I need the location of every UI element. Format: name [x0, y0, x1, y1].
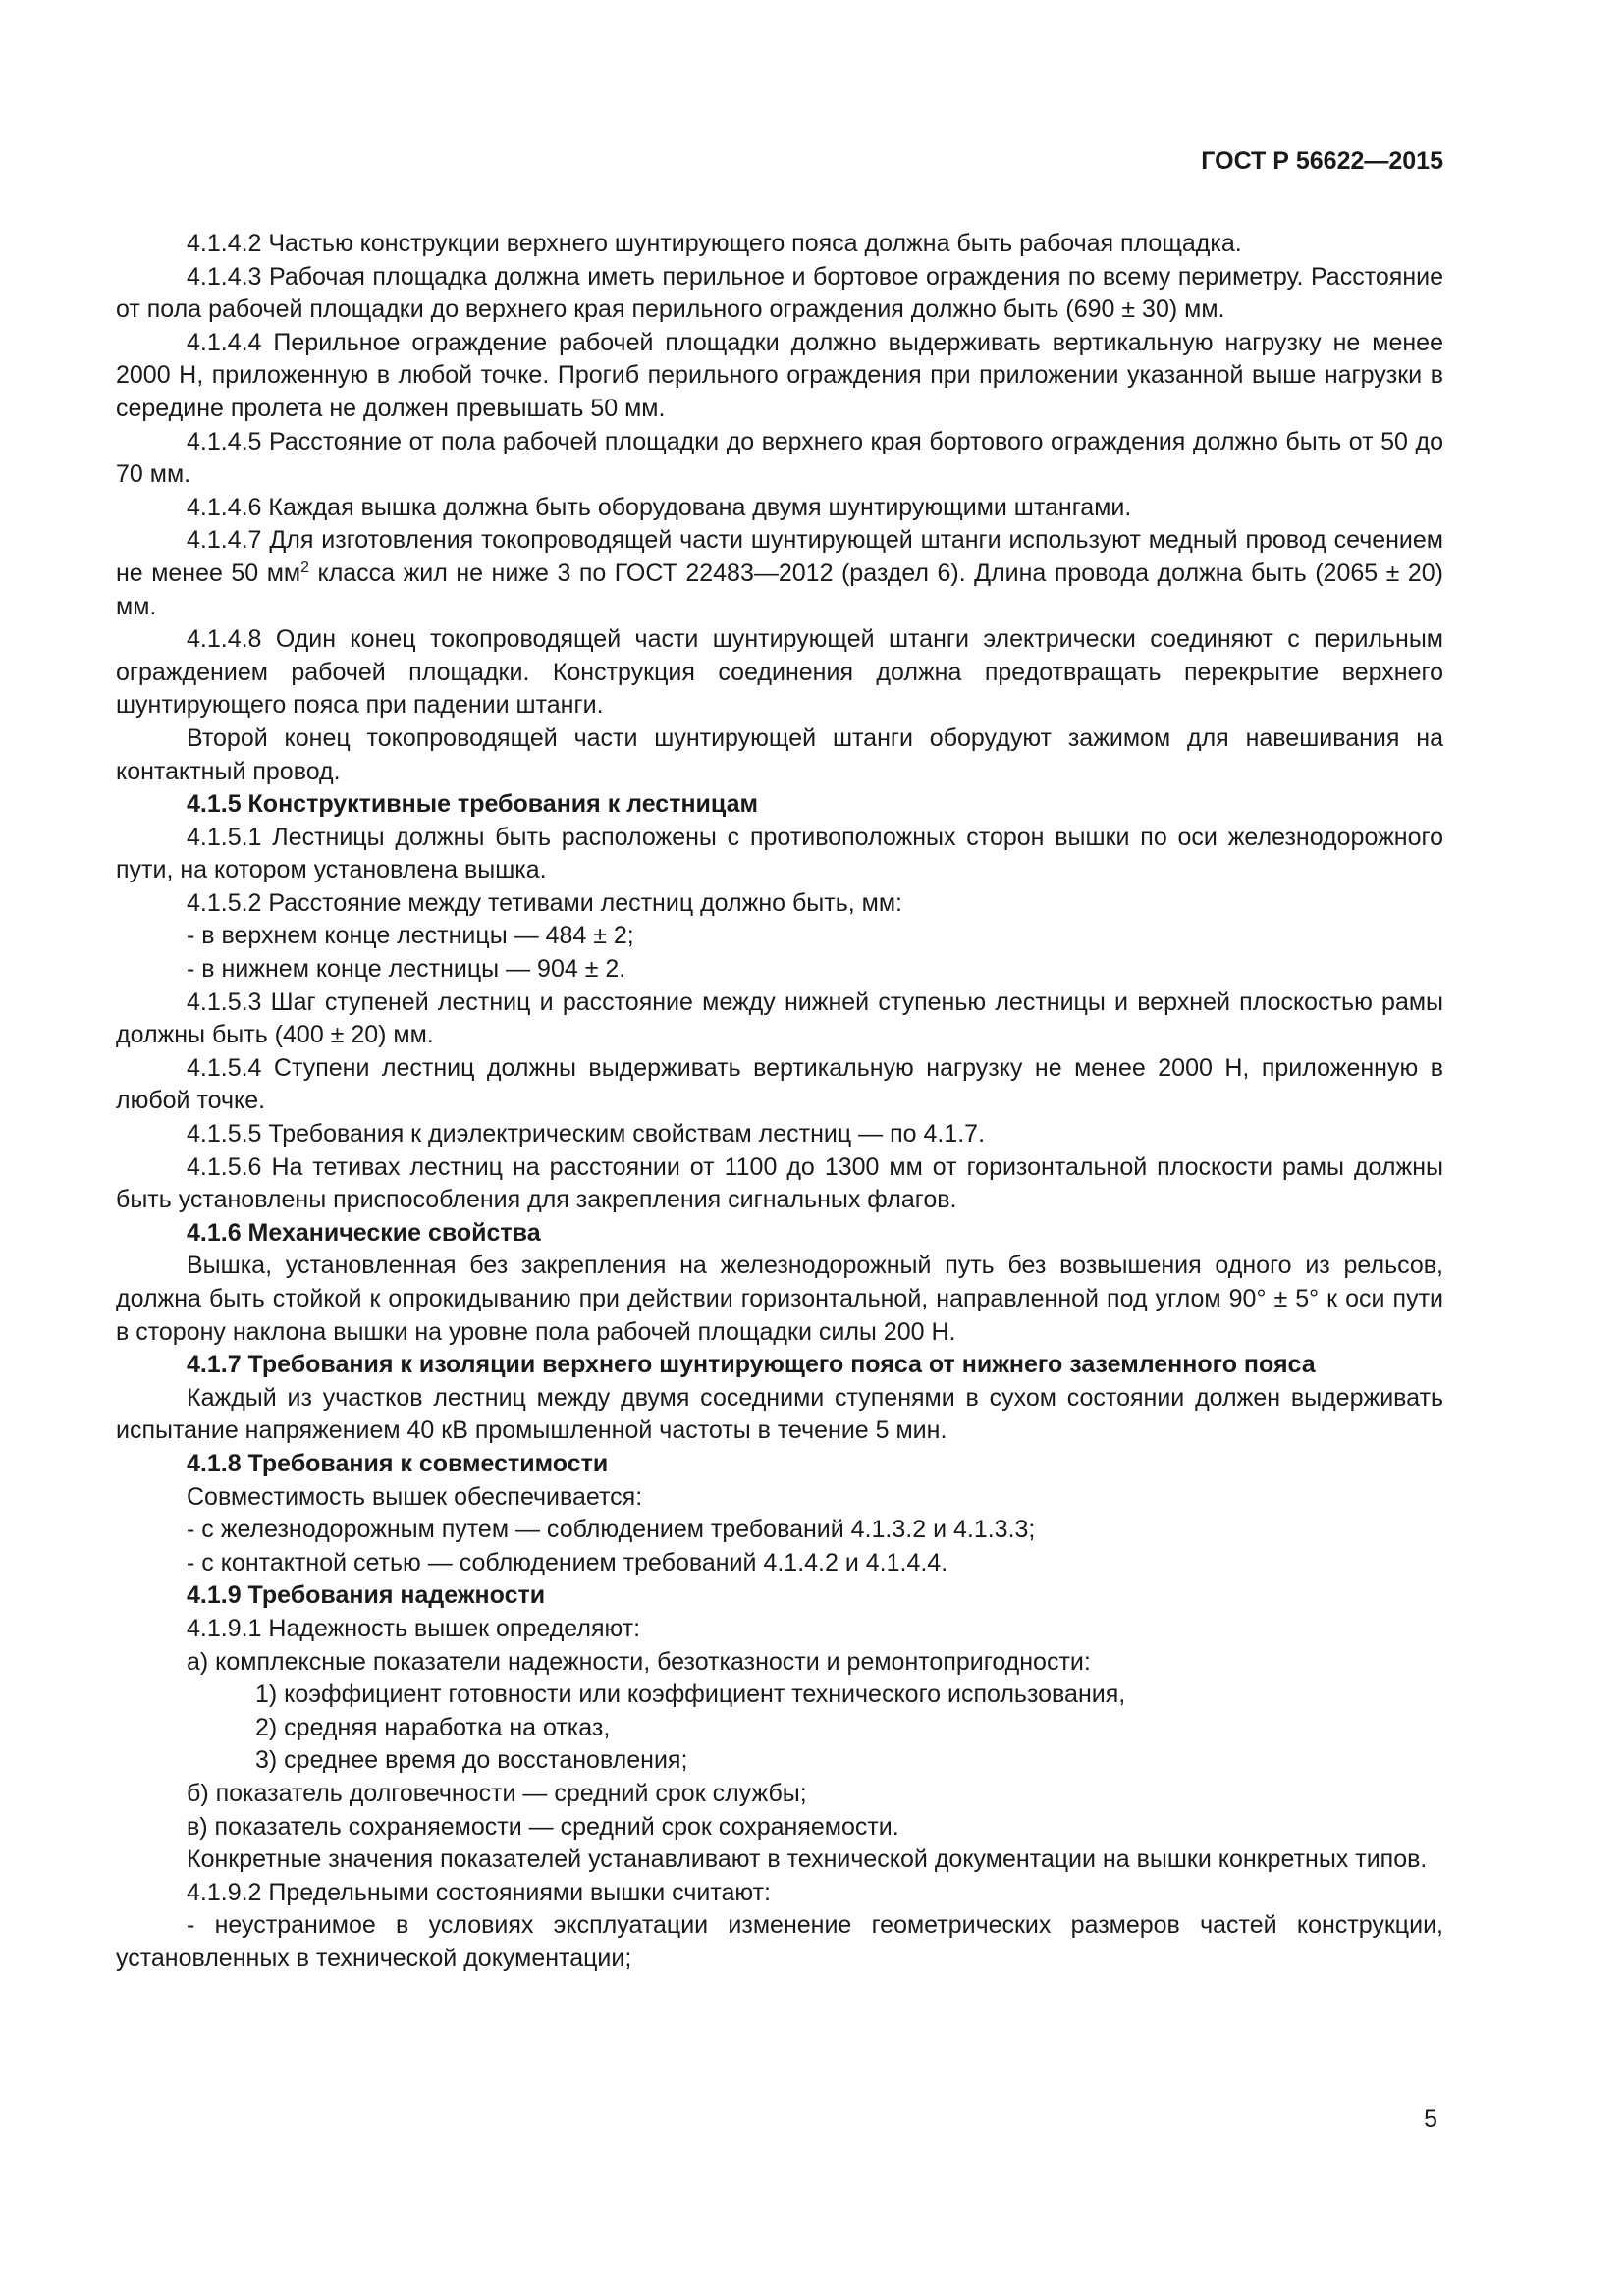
paragraph: Совместимость вышек обеспечивается:	[187, 1482, 643, 1511]
superscript: 2	[300, 559, 309, 576]
list-item: - неустранимое в условиях эксплуатации изменение геометрических размеров частей конструкции, установленных в технической документации;	[116, 1911, 1443, 1972]
list-item: - с железнодорожным путем — соблюдением требований 4.1.3.2 и 4.1.3.3;	[187, 1516, 1036, 1544]
paragraph-4-1-5-1: 4.1.5.1 Лестницы должны быть расположены с противоположных сторон вышки по оси железнодорожного пути, на котором установлена вышка.	[116, 823, 1443, 884]
paragraph-4-1-4-5: 4.1.4.5 Расстояние от пола рабочей площадки до верхнего края бортового ограждения должно быть от 50 до 70 мм.	[116, 427, 1443, 489]
page-body	[116, 228, 1443, 1975]
paragraph-4-1-5-2: 4.1.5.2 Расстояние между тетивами лестниц должно быть, мм:	[187, 888, 902, 917]
heading-4-1-7: 4.1.7 Требования к изоляции верхнего шунтирующего пояса от нижнего заземленного пояса	[187, 1351, 1316, 1379]
document-header: ГОСТ Р 56622—2015	[1201, 147, 1443, 175]
paragraph-4-1-5-5: 4.1.5.5 Требования к диэлектрическим свойствам лестниц — по 4.1.7.	[187, 1120, 986, 1148]
paragraph-4-1-4-4: 4.1.4.4 Перильное ограждение рабочей площадки должно выдерживать вертикальную нагрузку не менее 2000 Н, приложенную в любой точке. Прогиб перильного ограждения при приложении указанной выше нагрузки в середине пролета не должен превышать 50 мм.	[116, 328, 1443, 422]
paragraph-4-1-5-4: 4.1.5.4 Ступени лестниц должны выдерживать вертикальную нагрузку не менее 2000 Н, приложенную в любой точке.	[116, 1053, 1443, 1115]
paragraph-4-1-4-3: 4.1.4.3 Рабочая площадка должна иметь перильное и бортовое ограждения по всему периметру. Расстояние от пола рабочей площадки до верхнего края перильного ограждения должно быть (690 ± 30) мм.	[116, 262, 1443, 324]
paragraph-4-1-4-6: 4.1.4.6 Каждая вышка должна быть оборудована двумя шунтирующими штангами.	[187, 493, 1132, 521]
list-item: - в нижнем конце лестницы — 904 ± 2.	[187, 955, 626, 984]
paragraph-4-1-9-1: 4.1.9.1 Надежность вышек определяют:	[187, 1614, 641, 1642]
paragraph-4-1-5-6: 4.1.5.6 На тетивах лестниц на расстоянии от 1100 до 1300 мм от горизонтальной плоскости рамы должны быть установлены приспособления для закрепления сигнальных флагов.	[116, 1152, 1443, 1214]
list-item: 3) среднее время до восстановления;	[255, 1746, 688, 1775]
paragraph-text: 4.1.4.7 Для изготовления токопроводящей части шунтирующей штанги используют медный провод сечением не менее 50 мм	[116, 526, 1443, 587]
list-item: 2) средняя наработка на отказ,	[255, 1713, 611, 1741]
list-item: в) показатель сохраняемости — средний срок сохраняемости.	[187, 1812, 899, 1841]
heading-4-1-6: 4.1.6 Механические свойства	[187, 1218, 541, 1247]
paragraph-4-1-4-8: 4.1.4.8 Один конец токопроводящей части шунтирующей штанги электрически соединяют с перильным ограждением рабочей площадки. Конструкция соединения должна предотвращать перекрытие верхнего шунтирующего пояса при падении штанги.	[116, 625, 1443, 720]
paragraph: Каждый из участков лестниц между двумя соседними ступенями в сухом состоянии должен выдерживать испытание напряжением 40 кВ промышленной частоты в течение 5 мин.	[116, 1383, 1443, 1445]
list-item: - в верхнем конце лестницы — 484 ± 2;	[187, 922, 634, 950]
list-item: - с контактной сетью — соблюдением требований 4.1.4.2 и 4.1.4.4.	[187, 1548, 948, 1576]
paragraph-text: класса жил не ниже 3 по ГОСТ 22483—2012 (раздел 6). Длина провода должна быть (2065 ± 20) мм.	[116, 559, 1443, 620]
paragraph: Второй конец токопроводящей части шунтирующей штанги оборудуют зажимом для навешивания на контактный провод.	[116, 723, 1443, 785]
paragraph-4-1-4-2: 4.1.4.2 Частью конструкции верхнего шунтирующего пояса должна быть рабочая площадка.	[187, 230, 1242, 257]
heading-4-1-5: 4.1.5 Конструктивные требования к лестницам	[187, 790, 758, 819]
heading-4-1-9: 4.1.9 Требования надежности	[187, 1581, 546, 1610]
page-number: 5	[1424, 2106, 1437, 2133]
paragraph: Вышка, установленная без закрепления на железнодорожный путь без возвышения одного из рельсов, должна быть стойкой к опрокидыванию при действии горизонтальной, направленной под углом 90° ± 5° к оси пути в сторону наклона вышки на уровне пола рабочей площадки силы 200 Н.	[116, 1252, 1443, 1346]
list-item: а) комплексные показатели надежности, безотказности и ремонтопригодности:	[187, 1647, 1091, 1676]
list-item: б) показатель долговечности — средний срок службы;	[187, 1779, 807, 1807]
list-item: 1) коэффициент готовности или коэффициент технического использования,	[255, 1681, 1126, 1709]
paragraph-4-1-5-3: 4.1.5.3 Шаг ступеней лестниц и расстояние между нижней ступенью лестницы и верхней плоскостью рамы должны быть (400 ± 20) мм.	[116, 988, 1443, 1049]
paragraph-4-1-4-7	[116, 524, 1443, 623]
paragraph-4-1-9-2: 4.1.9.2 Предельными состояниями вышки считают:	[187, 1878, 772, 1906]
heading-4-1-8: 4.1.8 Требования к совместимости	[187, 1449, 609, 1477]
paragraph: Конкретные значения показателей устанавливают в технической документации на вышки конкретных типов.	[187, 1845, 1428, 1874]
